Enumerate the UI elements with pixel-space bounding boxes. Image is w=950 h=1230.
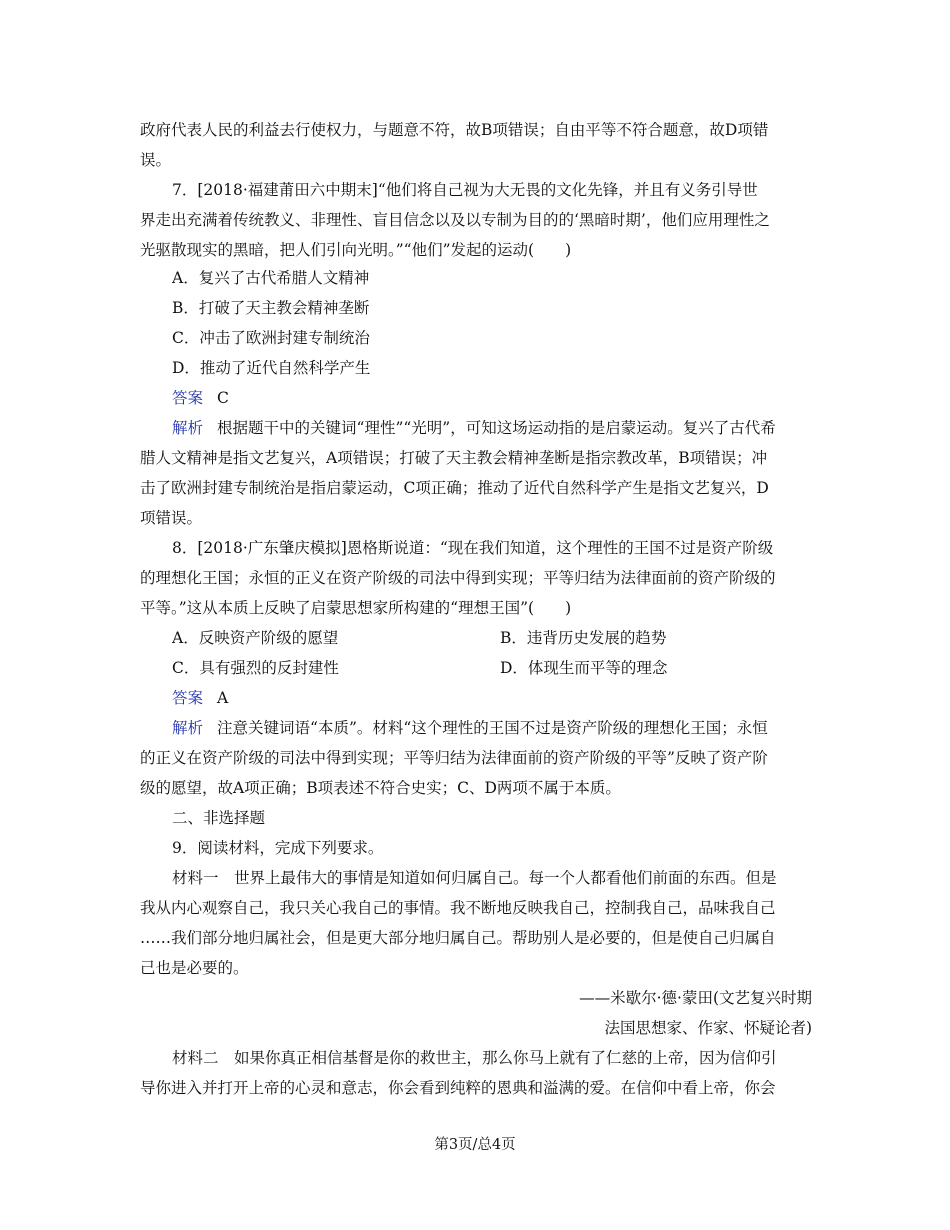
question-8-stem: 的理想化王国；永恒的正义在资产阶级的司法中得到实现；平等归结为法律面前的资产阶级的 [140,569,776,587]
explanation-label: 解析 [172,719,204,737]
question-8-stem: 8．[2018·广东肇庆模拟]恩格斯说道：“现在我们知道，这个理性的王国不过是资产阶级 [172,539,774,557]
explanation-text: 的正义在资产阶级的司法中得到实现；平等归结为法律面前的资产阶级的平等”反映了资产阶 [140,749,768,767]
option-b: B．违背历史发展的趋势 [500,629,667,647]
option-d: D．体现生而平等的理念 [500,659,668,677]
option-c: C．具有强烈的反封建性 [172,659,339,677]
section-heading: 二、非选择题 [172,809,266,827]
option-c: C．冲击了欧洲封建专制统治 [172,329,370,347]
explanation-row [172,418,812,438]
option-a: A．复兴了古代希腊人文精神 [172,269,370,287]
answer-label: 答案 [172,689,204,707]
answer-value: A [217,689,229,707]
answer-row [172,388,812,408]
explanation-text: 击了欧洲封建专制统治是指启蒙运动，C项正确；推动了近代自然科学产生是指文艺复兴，D [140,479,769,497]
material-1-source: 法国思想家、作家、怀疑论者) [604,1019,812,1037]
explanation-label: 解析 [172,419,204,437]
question-7-stem: 光驱散现实的黑暗，把人们引向光明。”“他们”发起的运动( ) [140,241,572,259]
explanation-text: 注意关键词语“本质”。材料“这个理性的王国不过是资产阶级的理想化王国；永恒 [217,719,768,737]
option-d: D．推动了近代自然科学产生 [172,359,371,377]
material-1-source: ——米歇尔·德·蒙田(文艺复兴时期 [579,989,812,1007]
option-b: B．打破了天主教会精神垄断 [172,299,370,317]
material-1-text: 己也是必要的。 [140,959,249,977]
question-7-stem: 7．[2018·福建莆田六中期末]“他们将自己视为大无畏的文化先锋，并且有义务引导世 [172,181,758,199]
explanation-text: 根据题干中的关键词“理性”“光明”，可知这场运动指的是启蒙运动。复兴了古代希 [217,419,776,437]
answer-row [172,688,812,708]
explanation-text: 项错误。 [140,509,203,527]
material-1-text: 我从内心观察自己，我只关心我自己的事情。我不断地反映我自己，控制我自己，品味我自己 [140,899,776,917]
material-2-text: 材料二 如果你真正相信基督是你的救世主，那么你马上就有了仁慈的上帝，因为信仰引 [172,1049,777,1067]
material-2-text: 导你进入并打开上帝的心灵和意志，你会看到纯粹的恩典和溢满的爱。在信仰中看上帝，你会 [140,1079,776,1097]
text-line: 政府代表人民的利益去行使权力，与题意不符，故B项错误；自由平等不符合题意，故D项错 [140,121,769,139]
material-1-text: ……我们部分地归属社会，但是更大部分地归属自己。帮助别人是必要的，但是使自己归属自 [140,929,776,947]
text-line: 误。 [140,151,172,169]
question-8-stem: 平等。”这从本质上反映了启蒙思想家所构建的“理想王国”( ) [140,599,572,617]
material-1-text: 材料一 世界上最伟大的事情是知道如何归属自己。每一个人都看他们前面的东西。但是 [172,869,777,887]
option-row [172,658,812,678]
explanation-text: 级的愿望，故A项正确；B项表述不符合史实；C、D两项不属于本质。 [140,779,621,797]
explanation-text: 腊人文精神是指文艺复兴，A项错误；打破了天主教会精神垄断是指宗教改革，B项错误；冲 [140,449,768,467]
option-a: A．反映资产阶级的愿望 [172,629,339,647]
answer-label: 答案 [172,389,204,407]
option-row [172,628,812,648]
answer-value: C [217,389,229,407]
explanation-row [172,718,812,738]
page-footer: 第3页/总4页 [434,1137,516,1153]
question-7-stem: 界走出充满着传统教义、非理性、盲目信念以及以专制为目的的‘黑暗时期’，他们应用理性之 [140,211,770,229]
question-9-stem: 9．阅读材料，完成下列要求。 [172,839,384,857]
